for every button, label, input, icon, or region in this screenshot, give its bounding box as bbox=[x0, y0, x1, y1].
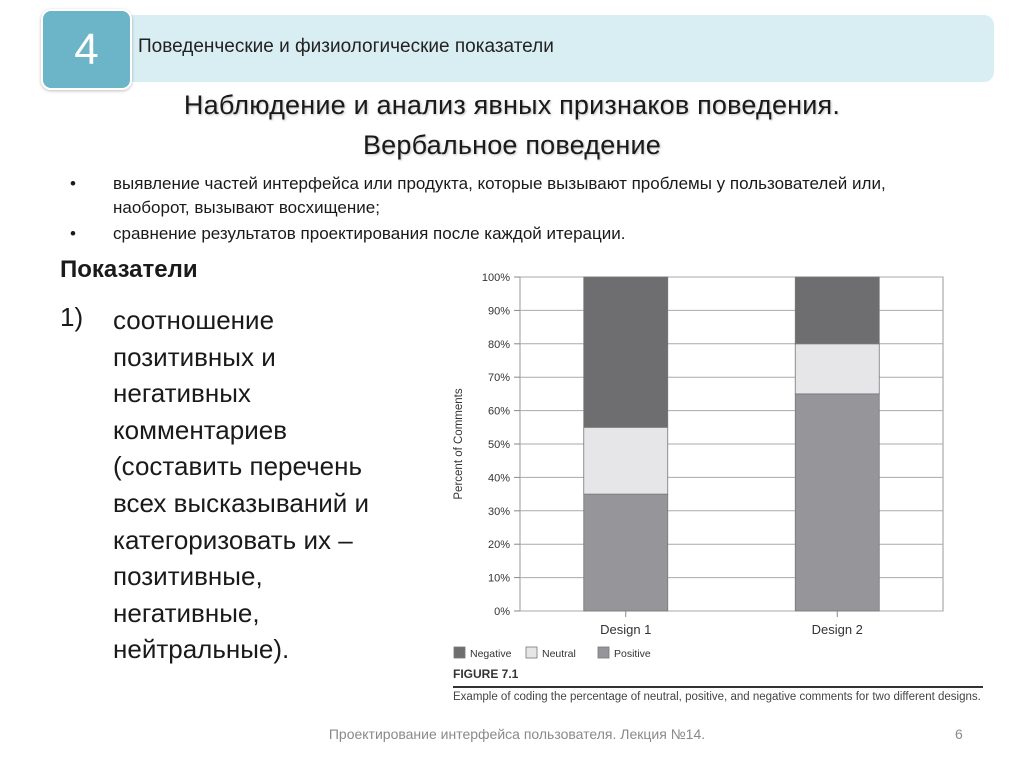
x-tick-label: Design 2 bbox=[811, 622, 863, 637]
legend-label-positive: Positive bbox=[614, 648, 651, 660]
y-tick-label: 30% bbox=[487, 505, 510, 518]
bar-negative-design-1 bbox=[584, 277, 668, 427]
bullet-text: выявление частей интерфейса или продукта, которые вызывают проблемы у пользователей или, наоборот, вызывают восхищение; bbox=[113, 174, 886, 217]
section-number-badge: 4 bbox=[41, 9, 132, 90]
slide-title-line-2: Вербальное поведение bbox=[362, 130, 662, 160]
y-tick-label: 100% bbox=[481, 272, 510, 284]
legend-swatch-neutral bbox=[526, 647, 537, 658]
bar-neutral-design-2 bbox=[795, 344, 879, 394]
figure-divider bbox=[453, 686, 983, 688]
y-tick-label: 0% bbox=[494, 606, 510, 618]
y-tick-label: 10% bbox=[487, 572, 510, 585]
bar-neutral-design-1 bbox=[584, 427, 668, 494]
indicator-number: 1) bbox=[60, 302, 84, 332]
y-tick-label: 20% bbox=[487, 539, 510, 552]
bullet-item bbox=[70, 222, 930, 246]
x-tick-label: Design 1 bbox=[600, 622, 652, 637]
bullet-mark: • bbox=[70, 224, 76, 243]
y-tick-label: 60% bbox=[487, 405, 510, 418]
figure-label: FIGURE 7.1 bbox=[453, 667, 519, 681]
y-tick-label: 40% bbox=[487, 472, 510, 485]
bullet-mark: • bbox=[70, 174, 76, 193]
page-number: 6 bbox=[955, 726, 963, 742]
legend-label-negative: Negative bbox=[470, 648, 512, 660]
legend-label-neutral: Neutral bbox=[542, 648, 576, 660]
indicators-heading: Показатели bbox=[60, 256, 198, 283]
slide-title-line-1: Наблюдение и анализ явных признаков поведения. bbox=[183, 90, 841, 120]
y-axis-label: Percent of Comments bbox=[453, 388, 465, 500]
bullet-text: сравнение результатов проектирования после каждой итерации. bbox=[113, 224, 626, 243]
footer-text: Проектирование интерфейса пользователя. Лекция №14. bbox=[328, 726, 706, 742]
y-tick-label: 90% bbox=[487, 305, 510, 318]
section-title: Поведенческие и физиологические показатели bbox=[138, 36, 554, 57]
bar-positive-design-1 bbox=[584, 494, 668, 611]
bullet-list bbox=[70, 172, 930, 248]
bar-negative-design-2 bbox=[795, 277, 879, 344]
bullet-item bbox=[70, 172, 930, 220]
stacked-bar-chart bbox=[440, 262, 990, 667]
indicator-text: соотношение позитивных и негативных комментариев (составить перечень всех высказываний и категоризовать их – позитивные, негативные, нейтральные). bbox=[113, 305, 369, 665]
y-tick-label: 50% bbox=[487, 439, 510, 451]
legend-swatch-negative bbox=[454, 647, 465, 658]
y-tick-label: 80% bbox=[487, 338, 510, 351]
legend-swatch-positive bbox=[598, 647, 609, 658]
figure-caption: Example of coding the percentage of neutral, positive, and negative comments for two different designs. bbox=[453, 691, 981, 703]
y-tick-label: 70% bbox=[487, 372, 510, 385]
bar-positive-design-2 bbox=[795, 394, 879, 611]
